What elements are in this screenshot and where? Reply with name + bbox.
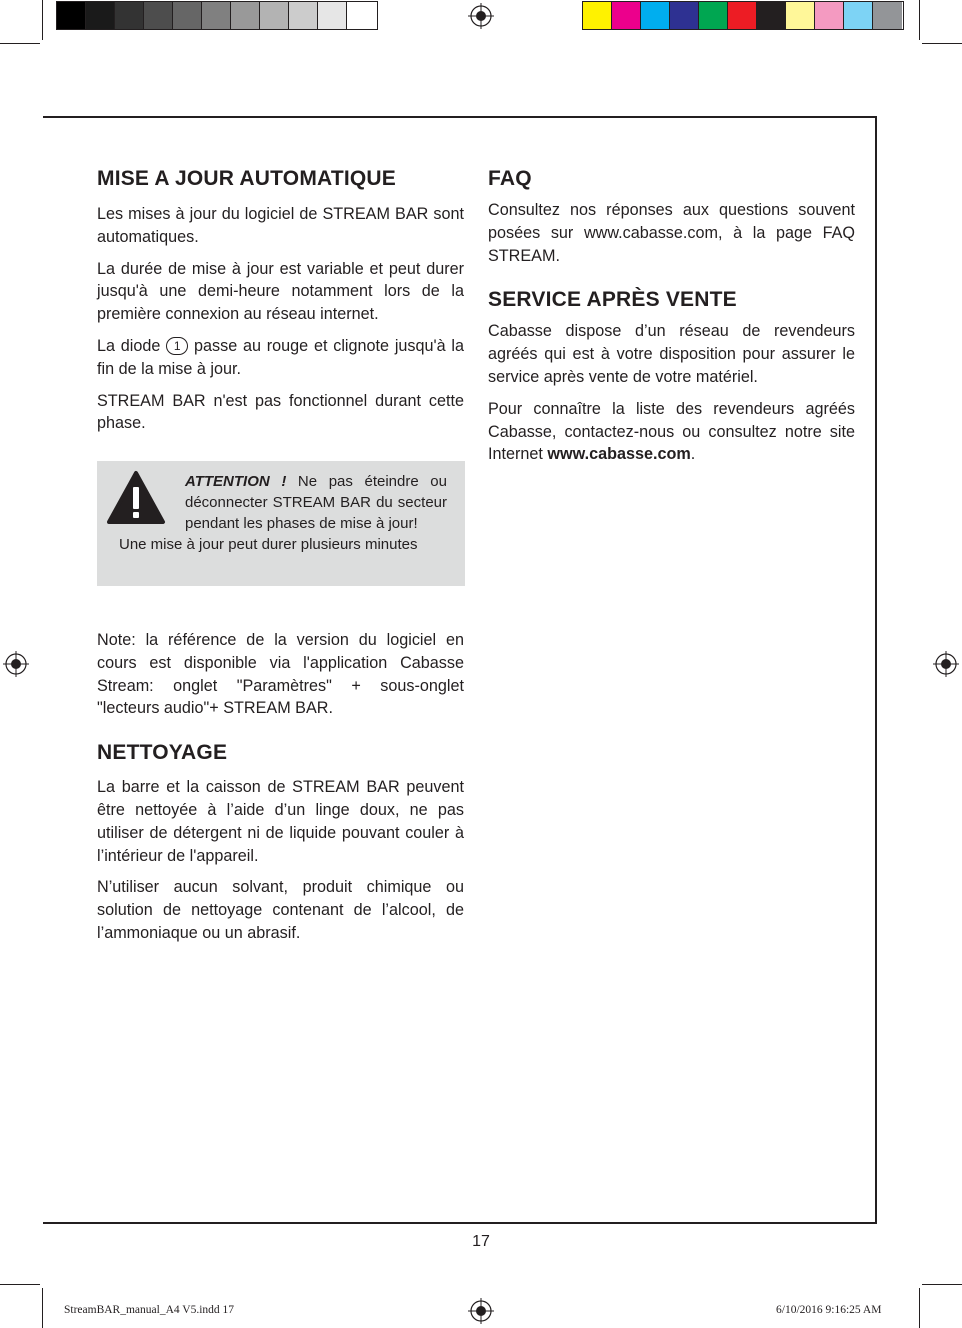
section-title-faq: FAQ: [488, 167, 532, 190]
crop-mark: [922, 1284, 962, 1285]
color-swatch: [641, 2, 670, 29]
paragraph: La durée de mise à jour est variable et peut durer jusqu'à une demi-heure notamment lors de la première connexion au réseau internet.: [97, 259, 464, 324]
crop-mark: [42, 1288, 43, 1328]
paragraph: Les mises à jour du logiciel de STREAM BAR sont automatiques.: [97, 205, 464, 246]
paragraph: Consultez nos réponses aux questions souvent posées sur www.cabasse.com, à la page FAQ STREAM.: [488, 201, 855, 265]
grayscale-color-bar: [56, 1, 378, 30]
paragraph: N’utiliser aucun solvant, produit chimique ou solution de nettoyage contenant de l’alcool, de l’ammoniaque ou un abrasif.: [97, 878, 464, 942]
frame-right-rule: [875, 116, 877, 1224]
color-swatch: [260, 2, 289, 29]
color-swatch: [231, 2, 260, 29]
registration-mark-icon: [933, 651, 959, 677]
color-swatch: [202, 2, 231, 29]
process-color-bar: [582, 1, 904, 30]
registration-mark-icon: [3, 651, 29, 677]
color-swatch: [670, 2, 699, 29]
section-title-sav: SERVICE APRÈS VENTE: [488, 288, 737, 312]
frame-top-rule: [43, 116, 877, 118]
section-title-nettoyage: NETTOYAGE: [97, 741, 228, 765]
warning-text: [185, 471, 447, 534]
color-swatch: [815, 2, 844, 29]
callout-number: 1: [166, 337, 188, 355]
crop-mark: [922, 43, 962, 44]
registration-mark-icon: [468, 3, 494, 29]
crop-mark: [919, 0, 920, 40]
color-swatch: [583, 2, 612, 29]
frame-bottom-rule: [43, 1222, 877, 1224]
paragraph-contact: [488, 398, 855, 466]
color-swatch: [57, 2, 86, 29]
color-swatch: [144, 2, 173, 29]
note-paragraph: Note: la référence de la version du logiciel en cours est disponible via l'application Cabasse Stream: onglet "Paramètres" + sous-onglet "lecteurs audio"+ STREAM BAR.: [97, 631, 464, 718]
warning-triangle-icon: [106, 470, 166, 526]
color-swatch: [347, 2, 376, 29]
text: .: [690, 445, 696, 464]
text: La diode: [97, 336, 161, 355]
slug-filename: StreamBAR_manual_A4 V5.indd 17: [64, 1304, 235, 1316]
warning-box: [97, 461, 465, 586]
paragraph: La barre et la caisson de STREAM BAR peuvent être nettoyée à l’aide d’un linge doux, ne pas utiliser de détergent ni de liquide pouvant couler à l’intérieur de l'appareil.: [97, 778, 464, 865]
section-title-mise-a-jour: MISE A JOUR AUTOMATIQUE: [97, 167, 396, 190]
left-column-lower: [97, 629, 464, 945]
page-number: 17: [472, 1233, 490, 1250]
warning-message: Ne pas éteindre ou déconnecter STREAM BAR du secteur pendant les phases de mise à jour!: [185, 473, 447, 532]
color-swatch: [173, 2, 202, 29]
registration-mark-icon: [468, 1298, 494, 1324]
crop-mark: [0, 1284, 40, 1285]
slug-timestamp: 6/10/2016 9:16:25 AM: [776, 1304, 882, 1316]
paragraph: Cabasse dispose d’un réseau de revendeurs agréés qui est à votre disposition pour assurer le service après vente de votre matériel.: [488, 322, 855, 386]
color-swatch: [786, 2, 815, 29]
paragraph: STREAM BAR n'est pas fonctionnel durant cette phase.: [97, 391, 464, 433]
crop-mark: [919, 1288, 920, 1328]
color-swatch: [612, 2, 641, 29]
crop-mark: [42, 0, 43, 40]
color-swatch: [844, 2, 873, 29]
color-swatch: [289, 2, 318, 29]
left-column: [97, 166, 464, 435]
cabasse-website-link[interactable]: www.cabasse.com: [547, 445, 691, 464]
color-swatch: [318, 2, 347, 29]
right-column: [488, 166, 855, 466]
color-swatch: [757, 2, 786, 29]
color-swatch: [115, 2, 144, 29]
text: passe au rouge et clignote jusqu'à la fin de la mise à jour.: [97, 336, 465, 378]
paragraph-diode: [97, 335, 464, 381]
color-swatch: [86, 2, 115, 29]
text: Pour connaître la liste des revendeurs agréés Cabasse, contactez-nous ou consultez notre site Internet: [488, 399, 855, 464]
color-swatch: [728, 2, 757, 29]
crop-mark: [0, 43, 40, 44]
warning-label: ATTENTION !: [185, 473, 287, 490]
color-swatch: [699, 2, 728, 29]
warning-duration: Une mise à jour peut durer plusieurs minutes: [119, 536, 418, 553]
color-swatch: [873, 2, 902, 29]
